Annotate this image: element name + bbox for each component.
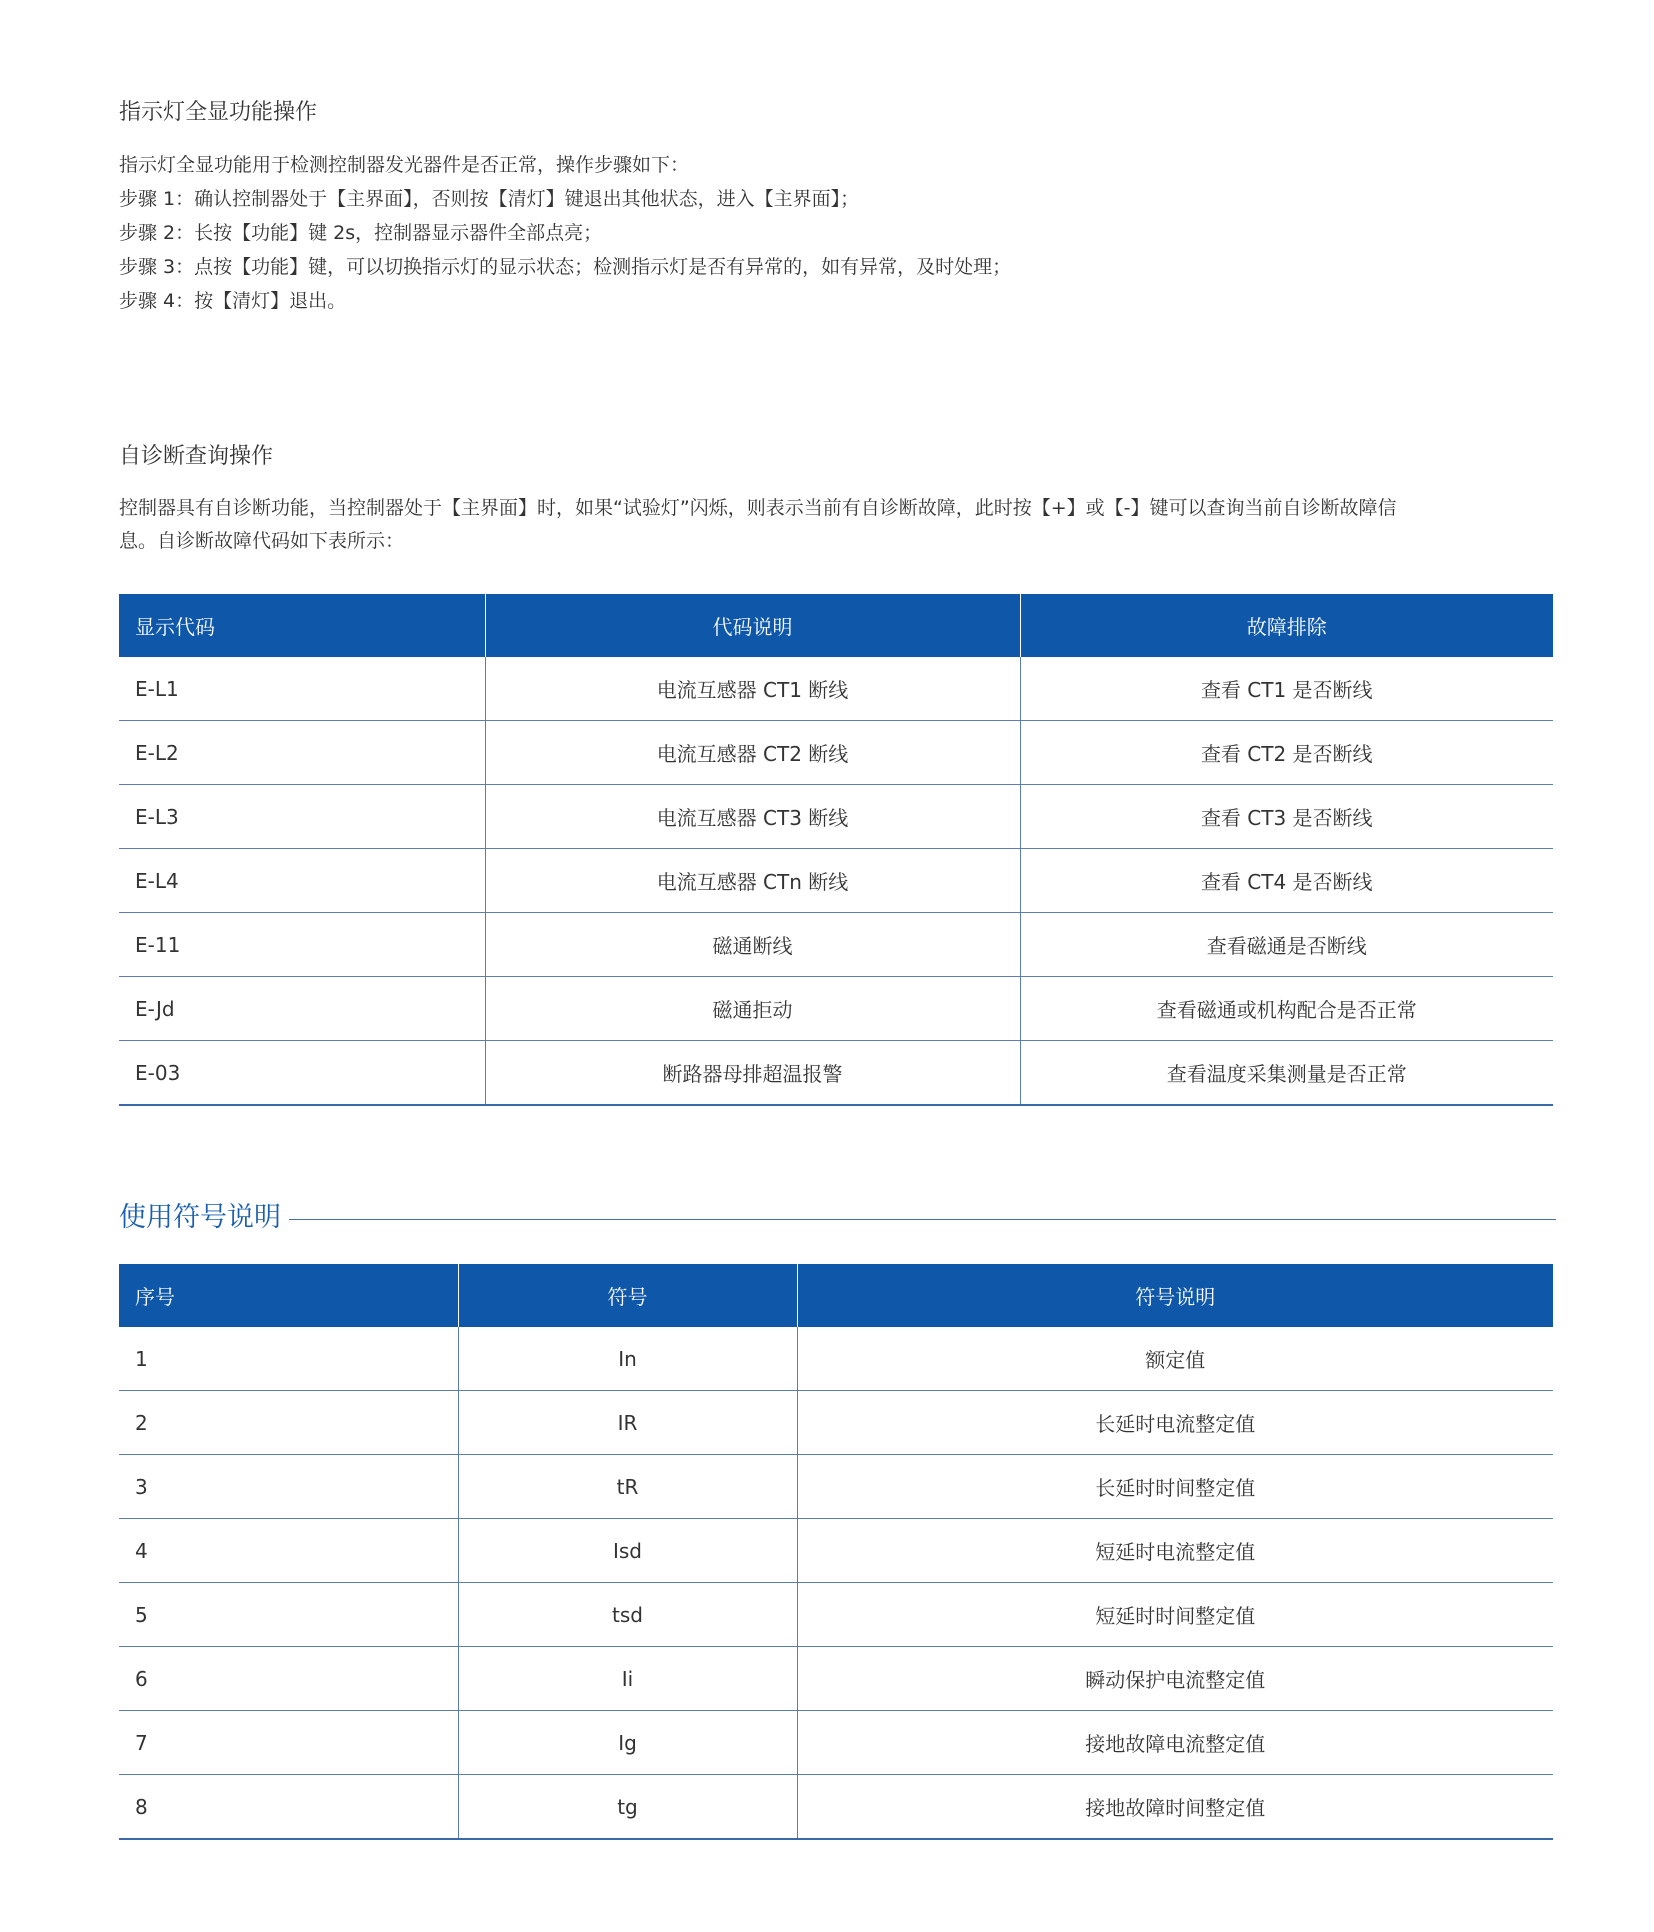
header-troubleshooting: 故障排除 — [1020, 594, 1553, 657]
fault-fix: 查看 CT1 是否断线 — [1020, 657, 1553, 721]
fault-code: E-Jd — [119, 977, 485, 1041]
row-index: 7 — [119, 1711, 458, 1775]
table-row — [119, 721, 1553, 785]
fault-fix: 查看 CT4 是否断线 — [1020, 849, 1553, 913]
fault-fix: 查看磁通是否断线 — [1020, 913, 1553, 977]
fault-fix: 查看 CT2 是否断线 — [1020, 721, 1553, 785]
fault-code: E-11 — [119, 913, 485, 977]
step-2: 步骤 2：长按【功能】键 2s，控制器显示器件全部点亮； — [119, 222, 603, 244]
table-header-row — [119, 1264, 1553, 1327]
symbol: Isd — [458, 1519, 797, 1583]
symbol-description: 长延时电流整定值 — [797, 1391, 1553, 1455]
header-index: 序号 — [119, 1264, 458, 1327]
fault-description: 磁通拒动 — [485, 977, 1020, 1041]
symbol: IR — [458, 1391, 797, 1455]
symbol-description: 短延时电流整定值 — [797, 1519, 1553, 1583]
table-row — [119, 1647, 1553, 1711]
symbol-description: 瞬动保护电流整定值 — [797, 1647, 1553, 1711]
fault-code: E-L4 — [119, 849, 485, 913]
fault-code: E-L2 — [119, 721, 485, 785]
table-row — [119, 1041, 1553, 1106]
symbol: Ii — [458, 1647, 797, 1711]
fault-fix: 查看 CT3 是否断线 — [1020, 785, 1553, 849]
fault-description: 断路器母排超温报警 — [485, 1041, 1020, 1106]
step-1: 步骤 1：确认控制器处于【主界面】，否则按【清灯】键退出其他状态，进入【主界面】； — [119, 188, 860, 210]
fault-description: 电流互感器 CT3 断线 — [485, 785, 1020, 849]
indicator-intro: 指示灯全显功能用于检测控制器发光器件是否正常，操作步骤如下： — [119, 154, 690, 176]
table-row — [119, 1327, 1553, 1391]
self-diagnosis-intro-line-1: 控制器具有自诊断功能，当控制器处于【主界面】时，如果“试验灯”闪烁，则表示当前有自诊断故障，此时按【+】或【-】键可以查询当前自诊断故障信 — [119, 497, 1397, 519]
row-index: 4 — [119, 1519, 458, 1583]
symbol: Ig — [458, 1711, 797, 1775]
row-index: 6 — [119, 1647, 458, 1711]
table-row — [119, 657, 1553, 721]
section-title-symbols: 使用符号说明 — [119, 1198, 289, 1238]
fault-code: E-03 — [119, 1041, 485, 1106]
table-row — [119, 1775, 1553, 1840]
row-index: 1 — [119, 1327, 458, 1391]
table-row — [119, 913, 1553, 977]
symbols-section-heading — [119, 1198, 1556, 1238]
table-row — [119, 1711, 1553, 1775]
table-header-row — [119, 594, 1553, 657]
row-index: 8 — [119, 1775, 458, 1840]
header-display-code: 显示代码 — [119, 594, 485, 657]
step-4: 步骤 4：按【清灯】退出。 — [119, 290, 347, 312]
fault-code-table — [119, 594, 1553, 1106]
heading-rule — [119, 1219, 1556, 1220]
step-3: 步骤 3：点按【功能】键，可以切换指示灯的显示状态；检测指示灯是否有异常的，如有异常，及时处理； — [119, 256, 1012, 278]
row-index: 5 — [119, 1583, 458, 1647]
fault-code: E-L3 — [119, 785, 485, 849]
symbol-description: 额定值 — [797, 1327, 1553, 1391]
self-diagnosis-intro — [119, 492, 1553, 558]
fault-fix: 查看温度采集测量是否正常 — [1020, 1041, 1553, 1106]
table-row — [119, 1519, 1553, 1583]
symbol-description: 接地故障时间整定值 — [797, 1775, 1553, 1840]
table-row — [119, 785, 1553, 849]
table-row — [119, 977, 1553, 1041]
header-symbol-description: 符号说明 — [797, 1264, 1553, 1327]
symbol: tg — [458, 1775, 797, 1840]
section-title-indicator-test: 指示灯全显功能操作 — [119, 100, 318, 125]
header-symbol: 符号 — [458, 1264, 797, 1327]
symbol-description: 长延时时间整定值 — [797, 1455, 1553, 1519]
symbol-table — [119, 1264, 1553, 1840]
symbol: In — [458, 1327, 797, 1391]
fault-description: 电流互感器 CT2 断线 — [485, 721, 1020, 785]
symbol: tsd — [458, 1583, 797, 1647]
fault-fix: 查看磁通或机构配合是否正常 — [1020, 977, 1553, 1041]
section-title-self-diagnosis: 自诊断查询操作 — [119, 444, 274, 469]
fault-description: 磁通断线 — [485, 913, 1020, 977]
symbol-description: 接地故障电流整定值 — [797, 1711, 1553, 1775]
row-index: 3 — [119, 1455, 458, 1519]
fault-code: E-L1 — [119, 657, 485, 721]
row-index: 2 — [119, 1391, 458, 1455]
table-row — [119, 1391, 1553, 1455]
fault-description: 电流互感器 CTn 断线 — [485, 849, 1020, 913]
symbol: tR — [458, 1455, 797, 1519]
self-diagnosis-intro-line-2: 息。自诊断故障代码如下表所示： — [119, 530, 405, 552]
header-code-description: 代码说明 — [485, 594, 1020, 657]
table-row — [119, 1583, 1553, 1647]
table-row — [119, 849, 1553, 913]
table-row — [119, 1455, 1553, 1519]
indicator-test-instructions — [119, 148, 1553, 318]
fault-description: 电流互感器 CT1 断线 — [485, 657, 1020, 721]
symbol-description: 短延时时间整定值 — [797, 1583, 1553, 1647]
